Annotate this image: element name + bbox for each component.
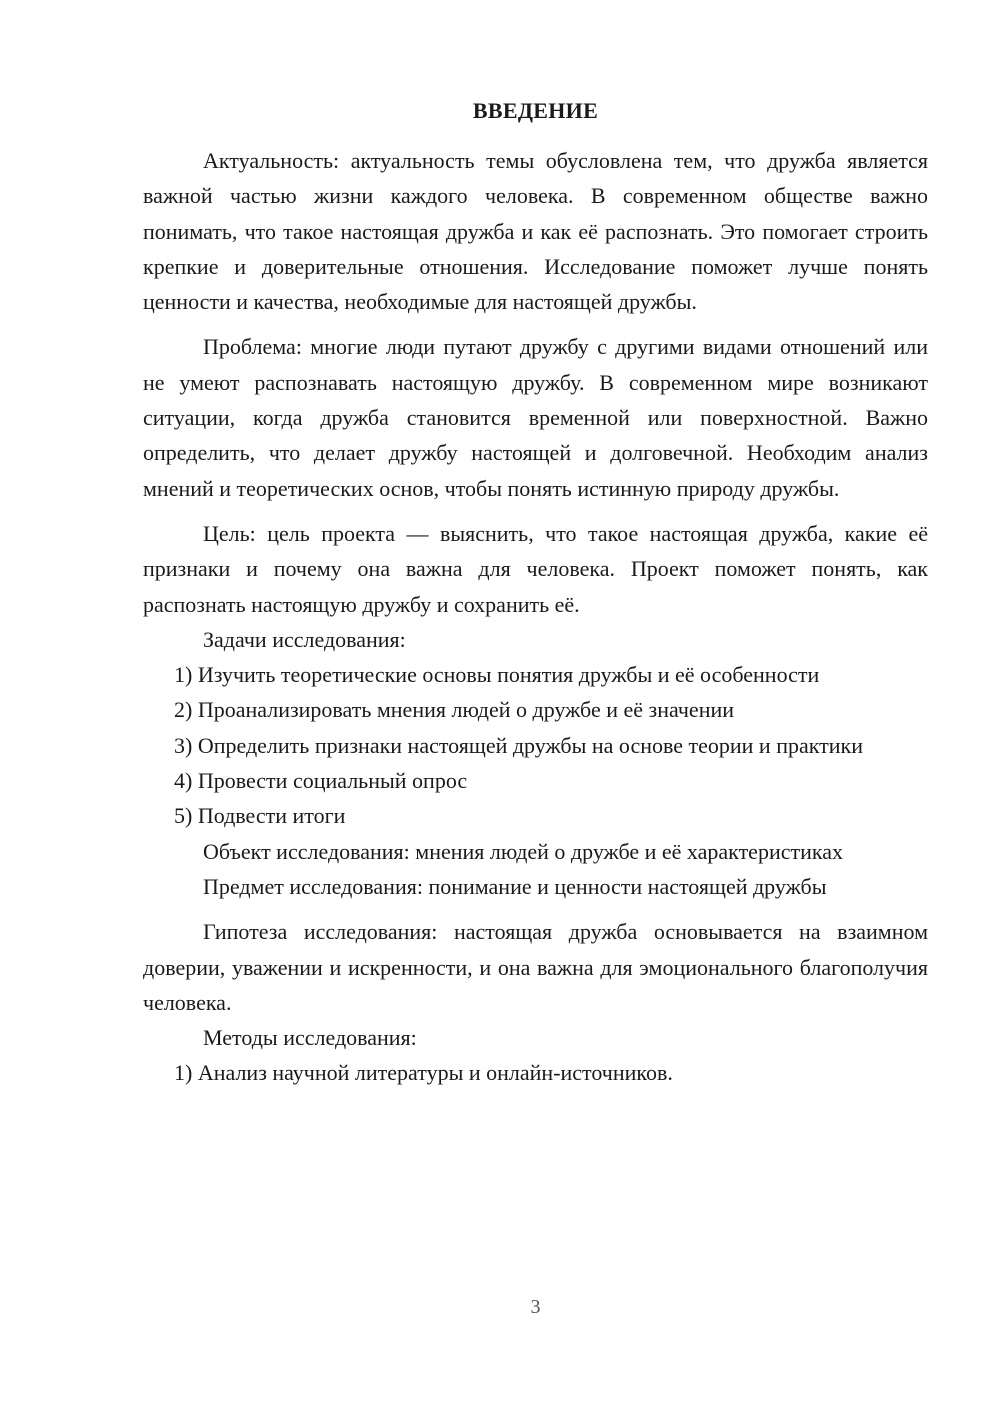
task-item: 5) Подвести итоги <box>174 803 346 829</box>
task-item: 1) Изучить теоретические основы понятия дружбы и её особенности <box>174 662 820 688</box>
document-body <box>143 143 928 1091</box>
tasks-heading: Задачи исследования: <box>203 626 406 652</box>
object-paragraph: Объект исследования: мнения людей о дружбе и её характеристиках <box>203 838 843 864</box>
task-item: 3) Определить признаки настоящей дружбы на основе теории и практики <box>174 732 863 758</box>
method-item: 1) Анализ научной литературы и онлайн-источников. <box>174 1060 673 1086</box>
hypothesis-paragraph: Гипотеза исследования: настоящая дружба основывается на взаимном доверии, уважении и искренности, и она важна для эмоционального благополучия человека. <box>143 919 928 1015</box>
task-item: 4) Провести социальный опрос <box>174 768 468 794</box>
goal-paragraph: Цель: цель проекта — выяснить, что такое настоящая дружба, какие её признаки и почему она важна для человека. Проект поможет понять, как распознать настоящую дружбу и сохранить её. <box>143 520 928 617</box>
relevance-paragraph: Актуальность: актуальность темы обусловлена тем, что дружба является важной частью жизни каждого человека. В современном обществе важно понимать, что такое настоящая дружба и как её распознать. Это помогает строить крепкие и доверительные отношения. Исследование поможет лучше понять ценности и качества, необходимые для настоящей дружбы. <box>143 148 928 315</box>
page-title: ВВЕДЕНИЕ <box>472 98 599 123</box>
subject-paragraph: Предмет исследования: понимание и ценности настоящей дружбы <box>203 873 827 899</box>
task-item: 2) Проанализировать мнения людей о дружбе и её значении <box>174 697 735 723</box>
methods-heading: Методы исследования: <box>203 1025 417 1051</box>
page-number: 3 <box>530 1296 541 1318</box>
problem-paragraph: Проблема: многие люди путают дружбу с другими видами отношений или не умеют распознавать настоящую дружбу. В современном мире возникают ситуации, когда дружба становится временной или поверхностной. Важно определить, что делает дружбу настоящей и долговечной. Необходим анализ мнений и теоретических основ, чтобы понять истинную природу дружбы. <box>143 334 928 501</box>
